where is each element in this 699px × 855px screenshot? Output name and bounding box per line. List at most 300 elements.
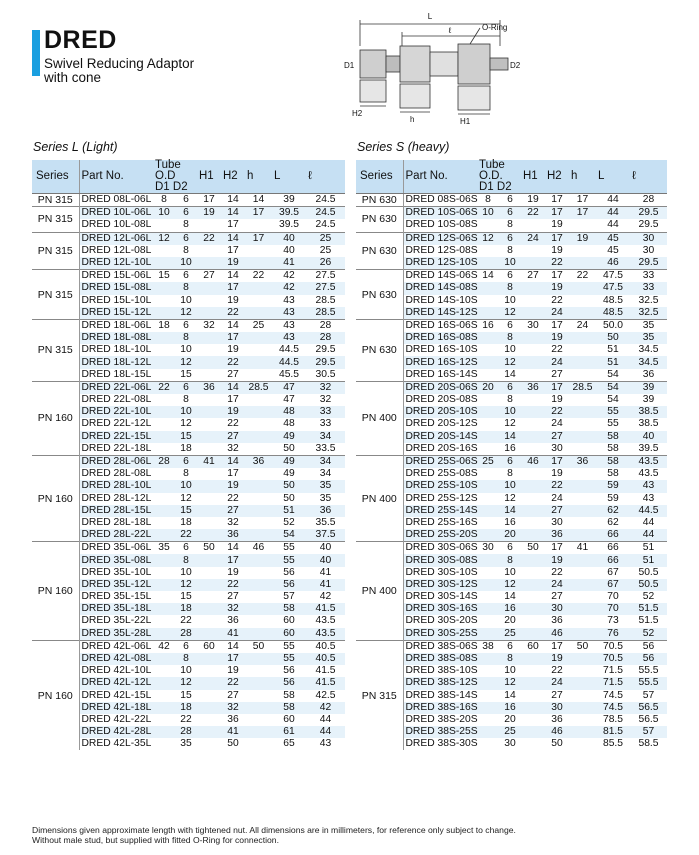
value-cell: 10 [175,480,197,492]
value-cell: 35 [306,480,345,492]
part-no-cell: DRED 25S-12S [405,492,478,504]
series-l-caption: Series L (Light) [33,140,118,154]
value-cell: 40 [283,244,295,256]
value-cell: 17 [545,640,569,653]
table-row [356,455,667,468]
value-cell: 39 [283,194,295,206]
value-cell: 74.5 [602,689,624,701]
value-cell: 44.5 [278,344,300,356]
part-no-cell: DRED 12L-10L [79,257,153,270]
value-cell [477,505,499,517]
value-cell: 50 [197,542,221,555]
table-row [32,406,345,418]
value-cell: 35 [153,542,175,555]
value-cell: 32 [319,394,332,406]
col-part-no: Part No. [403,160,477,194]
dim-h-label: h [410,115,415,124]
value-cell [197,406,221,418]
value-cell: 18 [175,702,197,714]
value-cell: 12 [504,418,516,430]
value-cell: 71.5 [602,665,624,677]
value-cell: 28.5 [569,381,596,394]
value-cell: 24 [521,232,545,245]
series-cell: PN 400 [356,455,403,541]
value-cell [153,690,175,702]
value-cell: 39.5 [638,442,659,454]
value-cell: 54 [272,529,306,542]
value-cell: 67 [607,566,619,578]
table-row [356,554,667,566]
table-row [356,726,667,738]
value-cell: 19 [527,194,539,206]
value-cell [477,529,499,542]
table-row [32,493,345,505]
value-cell: 66 [596,529,630,542]
value-cell: 70.5 [596,653,630,665]
value-cell [569,406,596,418]
footnote-line-2: Without male stud, but supplied with fitted O-Ring for connection. [32,835,279,845]
table-row [32,332,345,344]
value-cell [521,418,545,430]
value-cell: 22 [551,344,563,356]
table-row [32,418,345,430]
part-no-cell: DRED 18L-06L [79,319,153,332]
value-cell [569,332,596,344]
value-cell [245,245,272,257]
table-row [32,468,345,480]
value-cell: 39.5 [278,219,300,231]
value-cell [197,591,221,603]
col-h: h [245,160,272,194]
value-cell: 19 [551,219,563,231]
value-cell [521,406,545,418]
dim-h1-label: H1 [460,117,471,126]
value-cell: 58 [596,431,630,443]
value-cell [569,591,596,603]
value-cell: 22 [180,615,192,627]
value-cell: 50.5 [630,579,667,591]
table-row [356,690,667,702]
value-cell: 46 [545,628,569,641]
table-row [32,529,345,542]
value-cell: 15 [175,505,197,517]
value-cell: 12 [499,677,521,689]
part-no-cell: DRED 42L-10L [81,665,152,677]
value-cell: 29.5 [315,344,336,356]
value-cell: 17 [221,653,245,665]
value-cell [153,493,175,505]
table-row [356,394,667,406]
table-row [32,295,345,307]
value-cell: 22 [221,307,245,320]
value-cell [521,307,545,320]
value-cell [245,369,272,382]
value-cell: 28 [306,319,345,332]
value-cell: 12 [175,307,197,320]
part-no-cell: DRED 42L-22L [81,713,152,725]
value-cell [521,219,545,232]
value-cell [521,443,545,456]
value-cell: 56 [272,677,306,689]
value-cell: 25 [306,232,345,245]
value-cell: 56 [630,640,667,653]
table-row [356,542,667,555]
value-cell: 19 [227,294,239,306]
part-no-cell: DRED 35L-06L [79,542,153,555]
part-no-cell: DRED 22L-18L [81,442,152,454]
value-cell: 30 [504,738,516,750]
value-cell [521,714,545,726]
table-row [356,219,667,232]
value-cell [521,468,545,480]
value-cell [477,517,499,529]
value-cell: 15 [153,270,175,283]
part-no-cell: DRED 14S-08S [403,282,477,294]
value-cell [569,431,596,443]
value-cell [569,554,596,566]
value-cell [153,418,175,430]
value-cell [153,591,175,603]
value-cell [245,295,272,307]
value-cell [477,394,499,406]
value-cell [477,567,499,579]
value-cell: 10 [175,406,197,418]
part-no-cell: DRED 12S-06S [403,232,477,245]
value-cell: 45.5 [278,368,300,380]
value-cell [153,505,175,517]
value-cell [569,738,596,750]
part-no-cell: DRED 42L-28L [79,726,153,738]
value-cell: 60 [272,628,306,641]
value-cell [245,493,272,505]
value-cell [477,677,499,689]
value-cell [197,603,221,615]
value-cell [521,529,545,542]
value-cell [153,554,175,566]
value-cell [521,690,545,702]
table-row [356,493,667,505]
value-cell: 40 [306,542,345,555]
value-cell [153,245,175,257]
value-cell: 50 [569,640,596,653]
value-cell [245,677,272,689]
value-cell: 62 [596,505,630,517]
value-cell: 26 [306,257,345,270]
value-cell [245,603,272,615]
value-cell [521,431,545,443]
value-cell: 30 [545,702,569,714]
part-no-cell: DRED 30S-25S [403,628,477,641]
table-row [356,369,667,382]
value-cell: 10 [175,257,197,270]
value-cell [521,665,545,677]
value-cell [477,653,499,665]
part-no-cell: DRED 16S-06S [403,319,477,332]
value-cell: 8 [499,282,521,294]
value-cell: 19 [545,282,569,294]
value-cell: 27.5 [306,270,345,283]
value-cell: 10 [180,566,192,578]
part-no-cell: DRED 10S-08S [405,219,478,231]
value-cell [477,282,499,294]
value-cell: 20 [504,615,516,627]
table-row [32,591,345,603]
value-cell [569,579,596,591]
col-h: h [569,160,596,194]
value-cell: 36 [306,505,345,517]
value-cell [197,468,221,480]
value-cell: 19 [197,207,221,220]
value-cell [153,603,175,615]
value-cell: 12 [175,579,197,591]
value-cell: 43 [272,319,306,332]
value-cell: 60 [197,640,221,653]
value-cell [521,369,545,382]
part-no-cell: DRED 38S-14S [405,689,478,701]
value-cell: 43.5 [306,628,345,641]
value-cell: 40 [630,431,667,443]
table-row [32,443,345,456]
series-cell: PN 315 [32,207,79,232]
value-cell: 12 [180,418,192,430]
value-cell: 47 [272,381,306,394]
value-cell: 41.5 [306,677,345,689]
value-cell [521,615,545,627]
table-row [356,232,667,245]
value-cell [153,443,175,456]
value-cell: 17 [545,207,569,220]
value-cell: 19 [227,344,239,356]
part-no-cell: DRED 35L-22L [81,615,152,627]
value-cell: 41 [197,455,221,468]
value-cell: 30 [551,442,563,454]
value-cell: 17 [545,381,569,394]
dim-d2-label: D2 [510,61,521,70]
value-cell: 49 [272,431,306,443]
col-L: L [596,160,630,194]
table-row [32,665,345,677]
series-cell: PN 160 [32,542,79,641]
part-no-cell: DRED 12L-08L [81,244,152,256]
value-cell [197,690,221,702]
value-cell [477,665,499,677]
value-cell: 16 [499,603,521,615]
value-cell: 47.5 [596,270,630,283]
value-cell: 36 [521,381,545,394]
part-no-cell: DRED 20S-12S [405,418,478,430]
accent-bar [32,30,40,76]
part-no-cell: DRED 12S-10S [403,257,477,270]
value-cell: 12 [499,356,521,368]
value-cell: 59 [596,480,630,492]
col-h2: H2 [221,160,245,194]
value-cell: 48.5 [596,307,630,320]
value-cell: 14 [499,431,521,443]
value-cell [245,431,272,443]
series-l-table [32,160,345,750]
table-row [32,640,345,653]
page-title: DRED [44,26,117,54]
value-cell [569,702,596,714]
value-cell [521,257,545,270]
value-cell: 18 [180,516,192,528]
value-cell: 29.5 [306,356,345,368]
value-cell: 54 [607,368,619,380]
table-row [32,579,345,591]
value-cell: 10 [153,207,175,220]
part-no-cell: DRED 18L-12L [79,356,153,368]
value-cell: 18 [175,603,197,615]
col-part-no: Part No. [79,160,153,194]
value-cell: 40 [272,232,306,245]
value-cell: 18 [153,319,175,332]
value-cell [477,369,499,382]
value-cell: 52 [642,591,655,603]
value-cell: 67 [596,579,630,591]
value-cell [477,295,499,307]
value-cell: 32.5 [630,307,667,320]
value-cell [477,332,499,344]
value-cell: 28.5 [306,307,345,320]
value-cell: 60 [283,713,295,725]
part-no-cell: DRED 28L-22L [79,529,153,542]
value-cell: 6 [507,194,513,206]
value-cell: 14 [221,640,245,653]
part-no-cell: DRED 38S-25S [403,726,477,738]
value-cell: 22 [545,257,569,270]
value-cell [153,726,175,738]
value-cell: 12 [153,232,175,245]
value-cell [197,579,221,591]
value-cell [197,431,221,443]
part-no-cell: DRED 38S-30S [405,738,478,750]
dim-h2-label: H2 [352,109,363,118]
col-l: ℓ [306,160,345,194]
value-cell: 41 [221,628,245,641]
part-no-cell: DRED 35L-12L [79,579,153,591]
value-cell [521,517,545,529]
part-no-cell: DRED 10L-06L [79,207,153,220]
value-cell: 44 [630,529,667,542]
value-cell: 20 [477,381,499,394]
part-no-cell: DRED 30S-08S [403,554,477,566]
value-cell [569,653,596,665]
value-cell: 39 [630,381,667,394]
value-cell [569,480,596,492]
value-cell [477,615,499,627]
part-no-cell: DRED 20S-08S [405,394,478,406]
value-cell: 15 [180,689,192,701]
value-cell: 33 [630,282,667,294]
value-cell [153,738,175,750]
value-cell: 22 [221,579,245,591]
part-no-cell: DRED 42L-08L [79,653,153,665]
value-cell: 36 [221,529,245,542]
part-no-cell: DRED 15L-10L [81,294,152,306]
value-cell: 8 [499,653,521,665]
value-cell: 55.5 [638,665,659,677]
value-cell: 32 [227,516,239,528]
value-cell: 55 [272,554,306,566]
value-cell [153,677,175,689]
value-cell: 25 [245,319,272,332]
value-cell: 6 [499,319,521,332]
value-cell [197,282,221,294]
col-L: L [272,160,306,194]
value-cell: 42 [306,702,345,714]
value-cell: 6 [499,207,521,220]
value-cell: 6 [175,542,197,555]
value-cell [245,567,272,579]
value-cell: 58 [607,442,619,454]
value-cell [569,714,596,726]
value-cell: 43 [642,492,655,504]
value-cell: 27 [221,431,245,443]
part-no-cell: DRED 28L-15L [79,505,153,517]
value-cell: 41 [306,579,345,591]
value-cell [569,394,596,406]
value-cell: 61 [272,726,306,738]
value-cell [245,726,272,738]
value-cell: 30 [630,232,667,245]
value-cell [245,468,272,480]
part-no-cell: DRED 10L-08L [81,219,152,231]
value-cell [153,344,175,356]
value-cell: 22 [521,207,545,220]
part-no-cell: DRED 20S-10S [403,406,477,418]
value-cell [569,257,596,270]
value-cell: 8 [183,219,189,231]
table-row [32,207,345,220]
value-cell: 50 [227,738,239,750]
table-row [32,505,345,517]
col-tube-od: Tube O.D. D1 D2 [477,160,521,194]
value-cell [245,615,272,627]
value-cell [521,505,545,517]
part-no-cell: DRED 30S-16S [403,603,477,615]
table-row [32,307,345,320]
value-cell: 10 [180,294,192,306]
value-cell: 6 [175,381,197,394]
value-cell: 27 [551,368,563,380]
oring-label: O-Ring [482,23,508,32]
part-no-cell: DRED 12L-06L [79,232,153,245]
value-cell: 22 [180,713,192,725]
table-row [356,443,667,456]
value-cell: 27 [197,270,221,283]
series-cell: PN 315 [32,270,79,320]
part-no-cell: DRED 30S-20S [405,615,478,627]
value-cell [245,529,272,542]
value-cell: 28 [306,332,345,344]
value-cell [521,591,545,603]
value-cell [521,332,545,344]
table-row [356,406,667,418]
value-cell: 50 [283,442,295,454]
table-row [32,702,345,714]
part-no-cell: DRED 28L-10L [79,480,153,492]
series-cell: PN 630 [356,232,403,270]
value-cell: 17 [227,219,239,231]
value-cell [245,344,272,356]
value-cell: 10 [504,294,516,306]
value-cell: 6 [499,542,521,555]
value-cell [197,418,221,430]
table-row [32,714,345,726]
value-cell: 16 [504,516,516,528]
value-cell: 55 [272,640,306,653]
value-cell: 17 [545,542,569,555]
